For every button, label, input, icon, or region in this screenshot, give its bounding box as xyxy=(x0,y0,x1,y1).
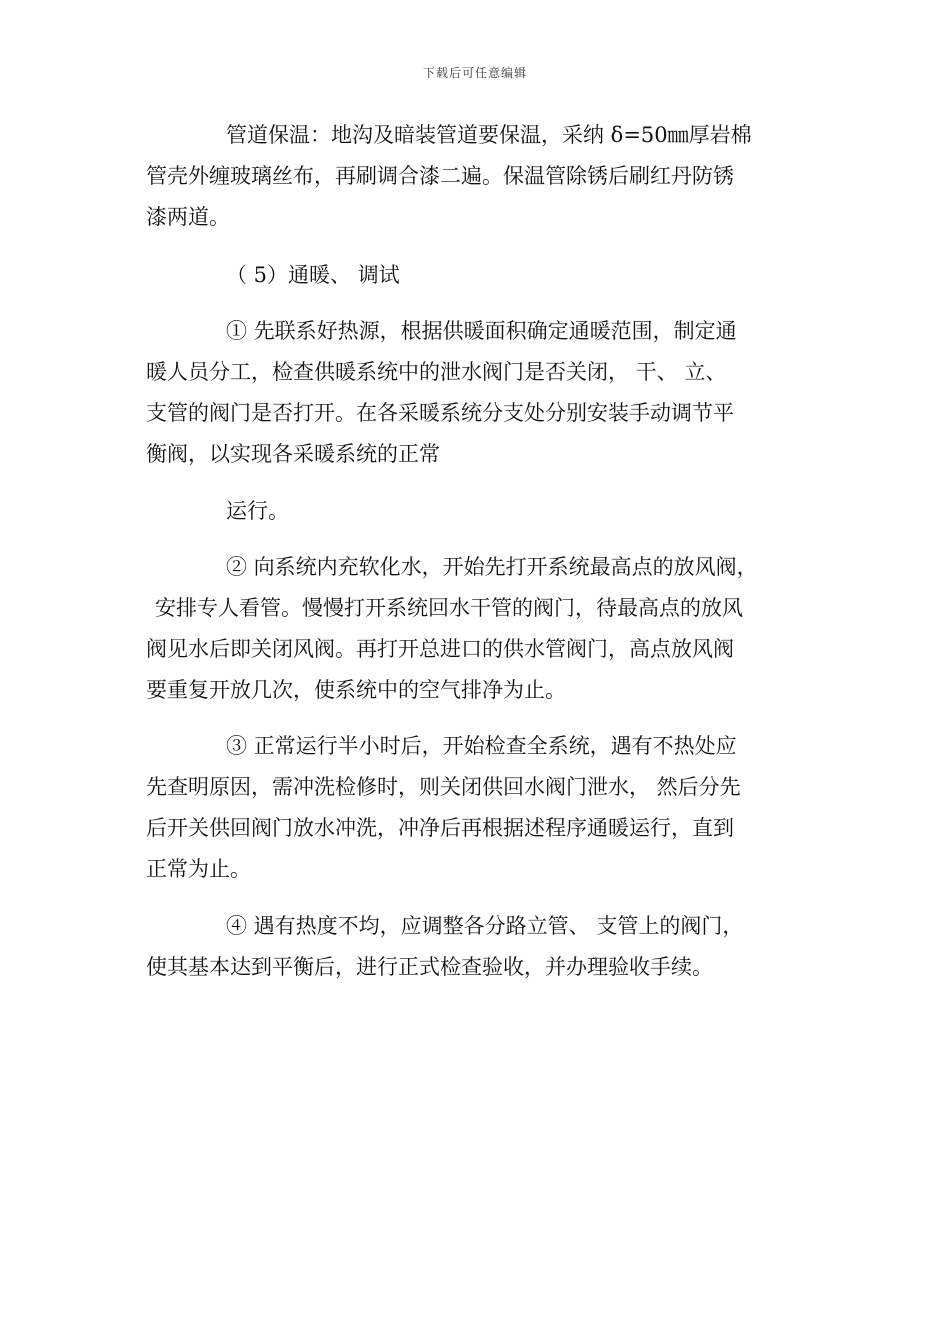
paragraph-line: 先查明原因，需冲洗检修时，则关闭供回水阀门泄水， 然后分先 xyxy=(146,775,741,799)
paragraph-line: 暖人员分工，检查供暖系统中的泄水阀门是否关闭， 干、 立、 xyxy=(146,360,727,384)
paragraph-line: 要重复开放几次，使系统中的空气排净为止。 xyxy=(146,678,566,702)
paragraph-line: 管道保温：地沟及暗装管道要保温，采纳 δ=50㎜厚岩棉 xyxy=(226,123,752,147)
paragraph-line: ④ 遇有热度不均，应调整各分路立管、 支管上的阀门， xyxy=(226,914,744,938)
section-heading: （ 5）通暖、 调试 xyxy=(226,263,400,287)
paragraph-line: 后开关供回阀门放水冲洗，冲净后再根据述程序通暖运行，直到 xyxy=(146,816,734,840)
paragraph-line: 管壳外缠玻璃丝布，再刷调合漆二遍。保温管除锈后刷红丹防锈 xyxy=(146,164,734,188)
paragraph-line: ② 向系统内充软化水，开始先打开系统最高点的放风阀， xyxy=(226,555,758,579)
paragraph-line: 支管的阀门是否打开。在各采暖系统分支处分别安装手动调节平 xyxy=(146,401,734,425)
paragraph-line: ① 先联系好热源，根据供暖面积确定通暖范围，制定通 xyxy=(226,319,737,343)
paragraph-line: 正常为止。 xyxy=(146,857,251,881)
paragraph-line: 衡阀，以实现各采暖系统的正常 xyxy=(146,442,440,466)
paragraph-line: 安排专人看管。慢慢打开系统回水干管的阀门，待最高点的放风 xyxy=(155,596,743,620)
paragraph-line: 阀见水后即关闭风阀。再打开总进口的供水管阀门，高点放风阀 xyxy=(146,637,734,661)
page-header: 下载后可任意编辑 xyxy=(422,66,527,80)
paragraph-line: 漆两道。 xyxy=(146,205,230,229)
paragraph-line: 运行。 xyxy=(226,499,289,523)
paragraph-line: ③ 正常运行半小时后，开始检查全系统，遇有不热处应 xyxy=(226,734,737,758)
paragraph-line: 使其基本达到平衡后，进行正式检查验收，并办理验收手续。 xyxy=(146,955,713,979)
